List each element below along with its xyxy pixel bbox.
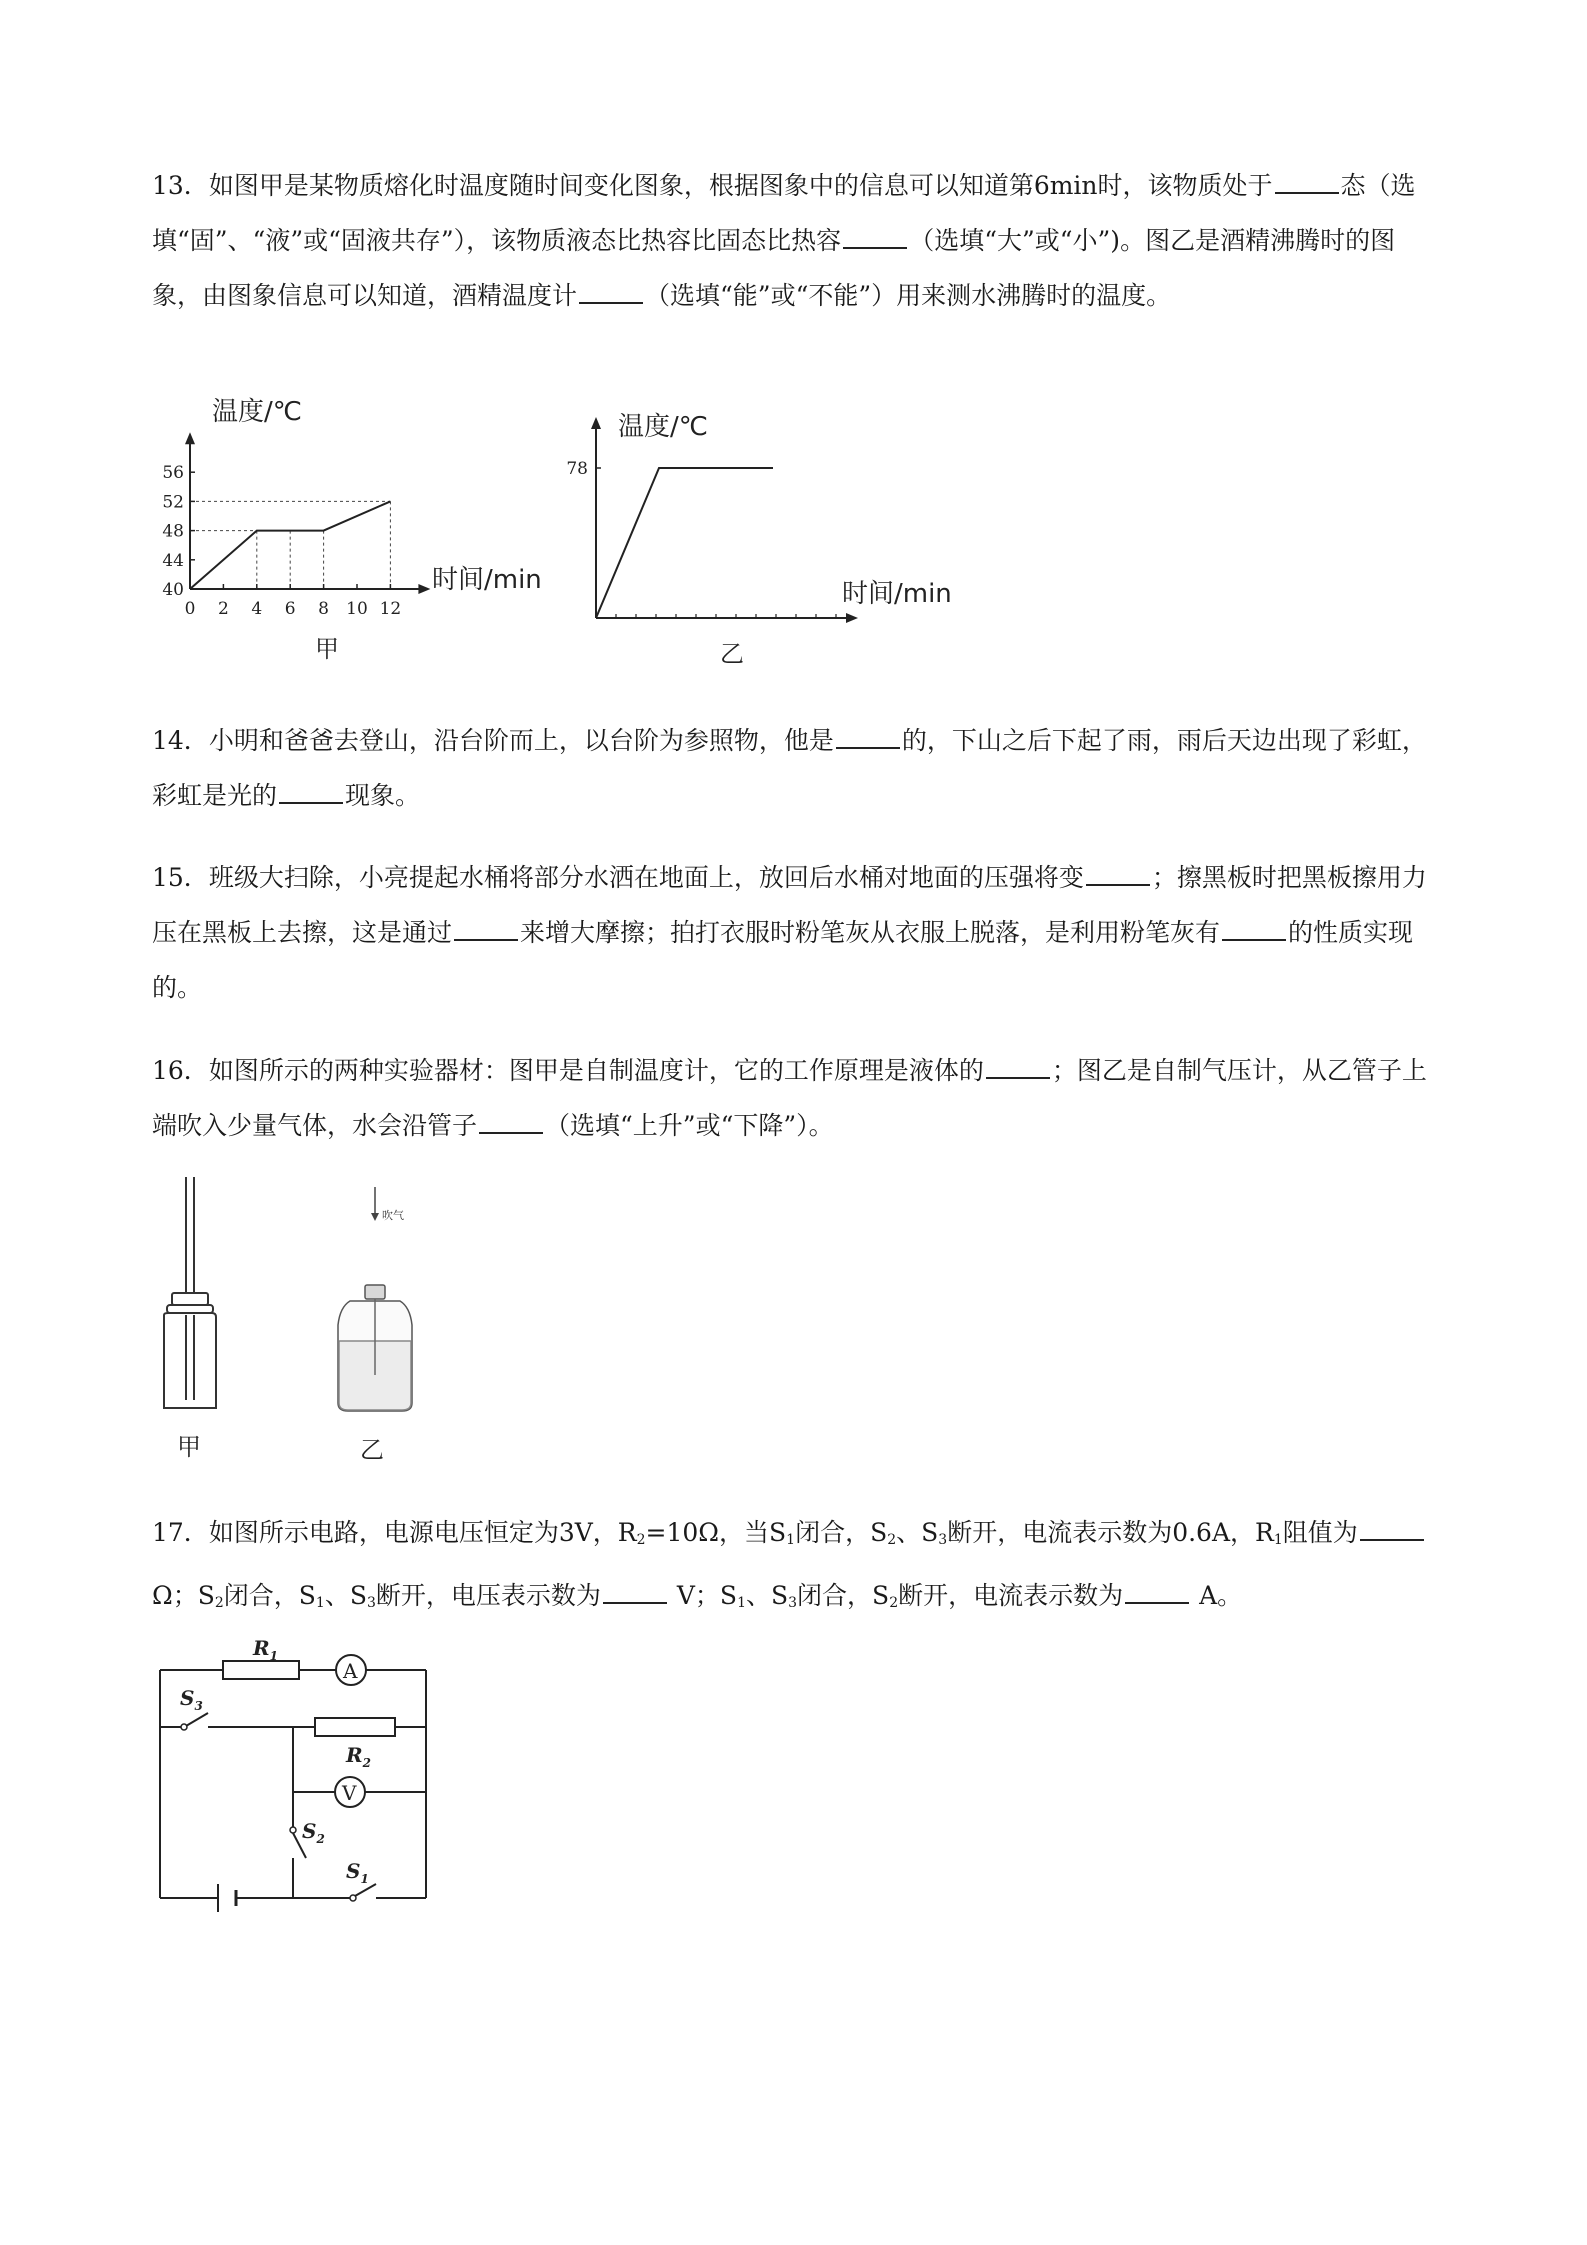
question-16 [152,1043,1437,1153]
q13-text-2: 态（选填“固”、“液”或“固液共存”），该物质液态比热容比固态比热容 [152,171,1416,255]
circuit-diagram [150,1636,450,1910]
q17-text-4: 、S [896,1518,939,1547]
q13-blank-3[interactable] [579,280,643,304]
switch-s3 [186,1713,208,1726]
q17-s1-sub: 1 [786,1532,796,1548]
q17-s3-sub-c: 3 [788,1595,798,1611]
voltmeter-label: V [342,1781,357,1805]
chart-yi-ylabel: 温度/℃ [618,412,708,442]
q13-blank-1[interactable] [1275,170,1339,194]
q17-blank-2[interactable] [603,1580,667,1604]
y-tick-label-52: 52 [162,492,184,513]
q16-number: 16． [152,1056,209,1085]
chart-jia-ylabel: 温度/℃ [212,397,302,427]
q17-text-12: 、S [745,1581,789,1610]
y-axis-arrow-icon [591,417,601,429]
label-r2: $R_2$ [346,1743,371,1770]
q16-text-2: ；图乙是自制气压计，从乙管子上端吹入少量气体，水会沿管子 [152,1056,1427,1140]
q17-s2-sub: 2 [887,1532,897,1548]
boiling-curve [596,468,773,618]
q14-number: 14． [152,726,209,755]
q17-number: 17． [152,1518,209,1547]
chart-jia-svg [150,385,570,675]
q17-text-13: 闭合，S [797,1581,890,1610]
ammeter-label: A [343,1659,358,1683]
question-14 [152,713,1437,823]
chart-jia [150,385,570,675]
y-tick-label-44: 44 [162,550,184,571]
q15-number: 15． [152,863,209,892]
label-s3: $S_3$ [180,1686,203,1713]
q17-r2-sub: 2 [636,1532,646,1548]
q15-text-4: 的性质实现的。 [152,918,1414,1002]
q15-text-1: 班级大扫除，小亮提起水桶将部分水洒在地面上，放回后水桶对地面的压强将变 [208,863,1084,892]
q17-text-10: 断开，电压表示数为 [375,1581,601,1610]
chart-yi-caption: 乙 [720,640,744,668]
q13-text-4: （选填“能”或“不能”）用来测水沸腾时的温度。 [645,281,1172,310]
label-s2: $S_2$ [302,1819,325,1846]
thermometer-bottle [164,1177,216,1408]
x-tick-label-2: 2 [217,599,229,619]
q15-text-3: 来增大摩擦；拍打衣服时粉笔灰从衣服上脱落，是利用粉笔灰有 [520,918,1221,947]
q17-s2-sub-c: 2 [889,1595,899,1611]
y-tick-label-56: 56 [162,463,184,484]
fig-label-jia: 甲 [177,1433,201,1461]
resistor-r2 [315,1718,395,1736]
q17-text-2: =10Ω，当S [645,1518,787,1547]
x-tick-label-10: 10 [346,599,368,619]
q17-s3-sub: 3 [938,1532,948,1548]
q17-blank-1[interactable] [1360,1517,1424,1541]
y-tick-label-78: 78 [566,459,588,479]
q17-s3-sub-b: 3 [366,1595,376,1611]
label-r1: $R_1$ [253,1636,278,1663]
q13-text-1: 如图甲是某物质熔化时温度随时间变化图象，根据图象中的信息可以知道第6min时，该物质处于 [208,171,1273,200]
x-tick-label-12: 12 [379,599,402,619]
fig-label-yi: 乙 [360,1436,384,1464]
q14-blank-2[interactable] [279,780,343,804]
q17-s2-sub-b: 2 [214,1595,224,1611]
q15-text-2: ；擦黑板时把黑板擦用力压在黑板上去擦，这是通过 [152,863,1427,947]
q17-text-9: 、S [324,1581,367,1610]
chart-yi-xlabel: 时间/min [842,579,952,609]
q14-text-1: 小明和爸爸去登山，沿台阶而上，以台阶为参照物，他是 [208,726,834,755]
q17-text-11: V；S [668,1581,738,1610]
q17-blank-3[interactable] [1125,1580,1189,1604]
chart-yi [566,400,960,675]
x-tick-label-8: 8 [318,599,330,619]
q13-number: 13． [152,171,209,200]
q16-blank-2[interactable] [479,1110,543,1134]
q13-text-3: （选填“大”或“小”)。图乙是酒精沸腾时的图象，由图象信息可以知道，酒精温度计 [152,226,1396,310]
x-axis-arrow-icon [418,584,430,594]
barometer-bottle [338,1285,412,1411]
q17-text-8: 闭合，S [223,1581,316,1610]
q17-text-7: Ω；S [152,1581,215,1610]
apparatus-figure [150,1175,470,1475]
q17-text-5: 断开，电流表示数为0.6A，R [947,1518,1274,1547]
chart-yi-svg [566,400,960,675]
chart-jia-caption: 甲 [315,635,339,663]
q17-text-15: A。 [1191,1581,1243,1610]
y-axis-arrow-icon [185,432,195,444]
q13-blank-2[interactable] [843,225,907,249]
q17-s1-sub-c: 1 [737,1595,746,1611]
q17-text-3: 闭合，S [795,1518,888,1547]
x-tick-label-0: 0 [184,599,196,619]
y-tick-label-48: 48 [162,521,184,542]
q14-text-2: 的，下山之后下起了雨，雨后天边出现了彩虹，彩虹是光的 [152,726,1427,810]
q17-text-1: 如图所示电路，电源电压恒定为3V，R [208,1518,637,1547]
y-tick-label-40: 40 [162,580,184,600]
question-15 [152,850,1437,1015]
q16-blank-1[interactable] [986,1055,1050,1079]
q15-blank-2[interactable] [454,917,518,941]
question-17 [152,1505,1437,1631]
q17-s1-sub-b: 1 [315,1595,325,1611]
q17-text-6: 阻值为 [1282,1518,1358,1547]
q15-blank-3[interactable] [1222,917,1286,941]
q14-blank-1[interactable] [836,725,900,749]
q16-text-3: （选填“上升”或“下降”）。 [545,1111,834,1140]
q17-text-14: 断开，电流表示数为 [898,1581,1124,1610]
x-tick-label-4: 4 [251,599,263,619]
label-s1: $S_1$ [346,1859,369,1886]
q14-text-3: 现象。 [345,781,421,810]
q16-text-1: 如图所示的两种实验器材：图甲是自制温度计，它的工作原理是液体的 [208,1056,984,1085]
x-axis-arrow-icon [846,613,858,623]
q15-blank-1[interactable] [1086,862,1150,886]
x-tick-label-6: 6 [284,599,296,619]
q17-r1-sub: 1 [1273,1532,1283,1548]
chart-jia-xlabel: 时间/min [432,565,542,595]
blow-label: 吹气 [382,1209,404,1222]
resistor-r1 [223,1661,299,1679]
question-13 [152,158,1437,323]
blow-arrow-icon [371,1187,379,1221]
